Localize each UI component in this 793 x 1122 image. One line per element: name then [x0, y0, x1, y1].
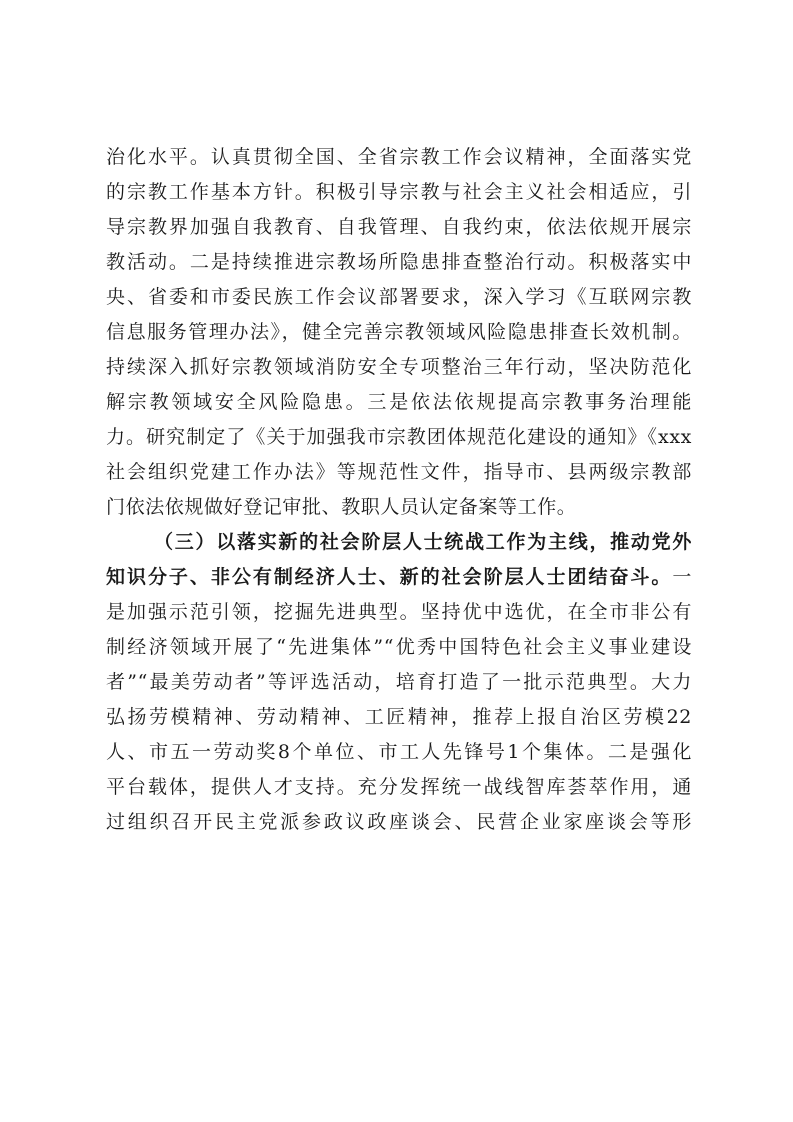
text-line: 人、市五一劳动奖8个单位、市工人先锋号1个集体。二是强化: [106, 741, 692, 763]
text-line: 治化水平。认真贯彻全国、全省宗教工作会议精神，全面落实党: [106, 146, 692, 168]
text-line: 社会组织党建工作办法》等规范性文件，指导市、县两级宗教部: [106, 461, 692, 483]
text-line: 导宗教界加强自我教育、自我管理、自我约束，依法依规开展宗: [106, 216, 692, 238]
text-line-tail: 一: [672, 566, 692, 588]
paragraph-religious-affairs: [106, 140, 692, 525]
text-line: 弘扬劳模精神、劳动精神、工匠精神，推荐上报自治区劳模22: [106, 706, 692, 728]
text-line: 制经济领域开展了“先进集体”“优秀中国特色社会主义事业建设: [106, 636, 692, 658]
text-line: 是加强示范引领，挖掘先进典型。坚持优中选优，在全市非公有: [106, 601, 692, 623]
text-line: 央、省委和市委民族工作会议部署要求，深入学习《互联网宗教: [106, 286, 692, 308]
paragraph-new-social-strata: [106, 525, 692, 840]
text-line: 力。研究制定了《关于加强我市宗教团体规范化建设的通知》《xxx: [106, 426, 692, 448]
text-line: 的宗教工作基本方针。积极引导宗教与社会主义社会相适应，引: [106, 181, 692, 203]
text-line: 解宗教领域安全风险隐患。三是依法依规提高宗教事务治理能: [106, 391, 692, 413]
section-heading: （三）以落实新的社会阶层人士统战工作为主线，推动党外: [154, 531, 692, 553]
text-line: 过组织召开民主党派参政议政座谈会、民营企业家座谈会等形: [106, 811, 692, 833]
section-heading-continued: [106, 560, 692, 595]
text-line: 信息服务管理办法》，健全完善宗教领域风险隐患排查长效机制。: [106, 321, 692, 343]
text-line: 教活动。二是持续推进宗教场所隐患排查整治行动。积极落实中: [106, 251, 692, 273]
document-page: [106, 140, 692, 840]
text-line: 平台载体，提供人才支持。充分发挥统一战线智库荟萃作用，通: [106, 776, 692, 798]
text-line: 门依法依规做好登记审批、教职人员认定备案等工作。: [106, 496, 577, 518]
text-line: 持续深入抓好宗教领域消防安全专项整治三年行动，坚决防范化: [106, 356, 692, 378]
text-line: 者”“最美劳动者”等评选活动，培育打造了一批示范典型。大力: [106, 671, 692, 693]
heading-text: 知识分子、非公有制经济人士、新的社会阶层人士团结奋斗。: [106, 566, 673, 588]
